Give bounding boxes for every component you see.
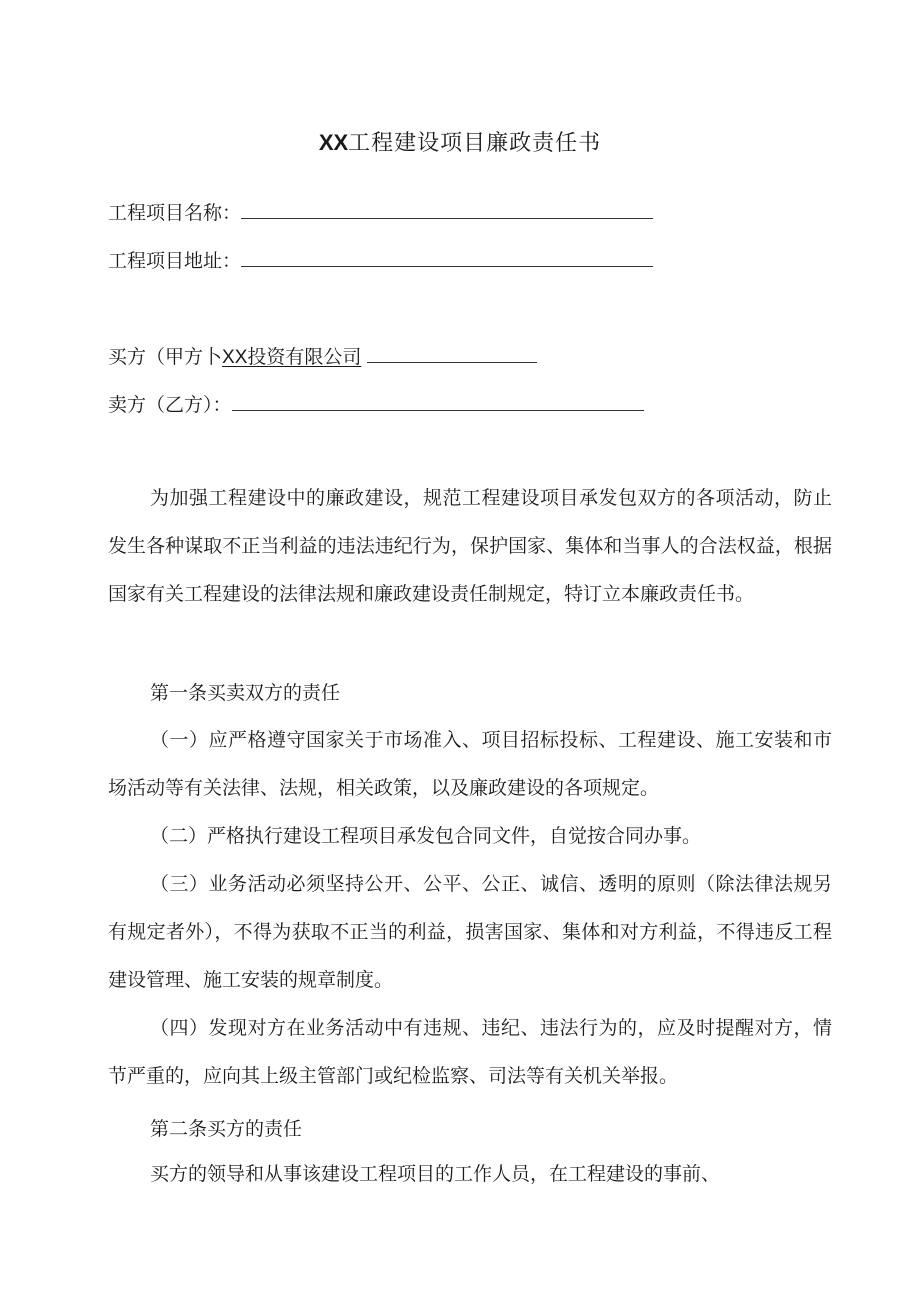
- project-address-field: [108, 246, 653, 273]
- intro-paragraph: 为加强工程建设中的廉政建设，规范工程建设项目承发包双方的各项活动，防止发生各种谋取不正当利益的违法违纪行为，保护国家、集体和当事人的合法权益，根据国家有关工程建设的法律法规和廉政建设责任制规定，特订立本廉政责任书。: [108, 487, 832, 605]
- seller-blank[interactable]: [232, 390, 644, 411]
- seller-label: 卖方（乙方）：: [108, 394, 232, 416]
- buyer-company: XX投资有限公司: [222, 347, 362, 368]
- seller-field: [108, 390, 644, 417]
- buyer-label: 买方（甲方卜: [108, 346, 223, 368]
- article2-text: 买方的领导和从事该建设工程项目的工作人员，在工程建设的事前、: [150, 1163, 721, 1185]
- project-name-field: [108, 198, 653, 225]
- project-address-label: 工程项目地址：: [108, 250, 242, 272]
- project-address-blank[interactable]: [241, 246, 653, 267]
- project-name-label: 工程项目名称：: [108, 202, 242, 224]
- title-prefix: XX: [318, 130, 349, 155]
- document-title: [0, 126, 920, 157]
- article1-item: （三）业务活动必须坚持公开、公平、公正、诚信、透明的原则（除法律法规另有规定者外），不得为获取不正当的利益，损害国家、集体和对方利益，不得违反工程建设管理、施工安装的规章制度。: [108, 873, 832, 991]
- article1-item: （二）严格执行建设工程项目承发包合同文件，自觉按合同办事。: [150, 825, 702, 847]
- article2-heading: 第二条买方的责任: [150, 1118, 303, 1140]
- project-name-blank[interactable]: [241, 198, 653, 219]
- article1-heading: 第一条买卖双方的责任: [150, 682, 341, 704]
- buyer-field: [108, 342, 537, 369]
- article1-item: （一）应严格遵守国家关于市场准入、项目招标投标、工程建设、施工安装和市场活动等有关法律、法规，相关政策，以及廉政建设的各项规定。: [108, 729, 832, 799]
- article1-item: （四）发现对方在业务活动中有违规、违纪、违法行为的，应及时提醒对方，情节严重的，应向其上级主管部门或纪检监察、司法等有关机关举报。: [108, 1017, 832, 1087]
- title-main: 工程建设项目廉政责任书: [348, 131, 602, 156]
- buyer-blank[interactable]: [367, 342, 537, 363]
